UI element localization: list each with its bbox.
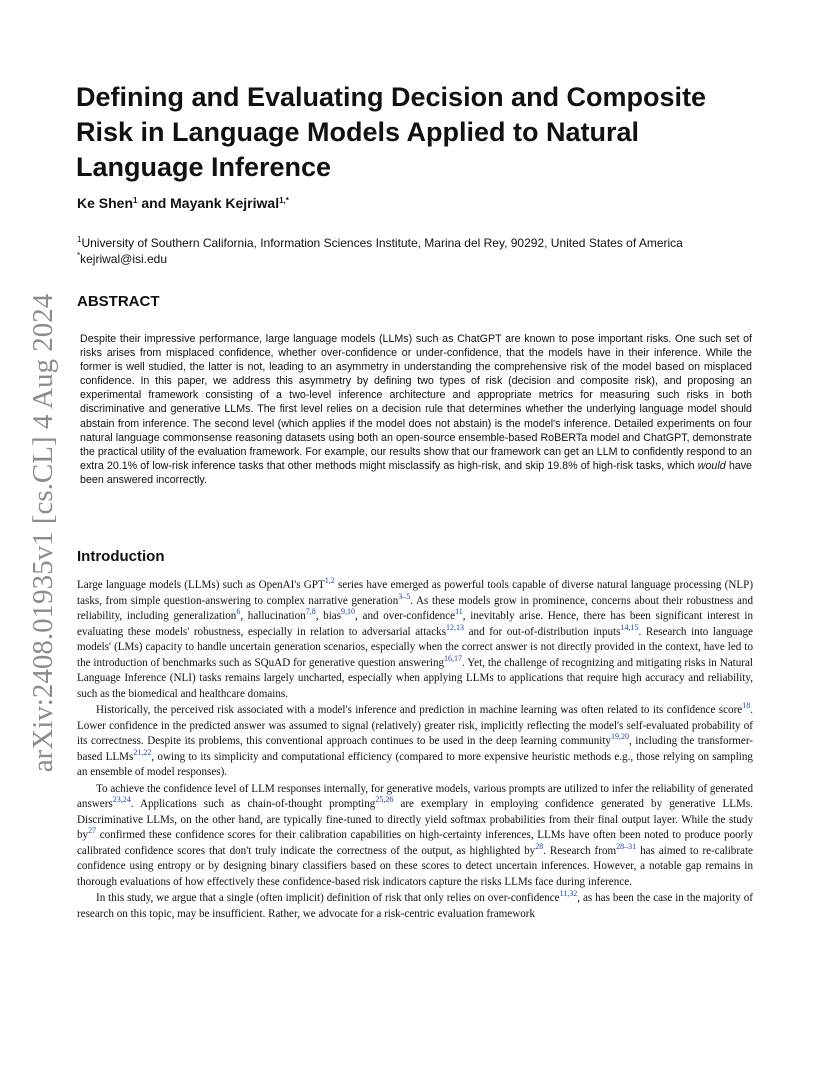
citation-link[interactable]: 14,15 — [620, 622, 639, 632]
citation-link[interactable]: 28–31 — [616, 841, 637, 851]
paragraph-text: , including the transformer-based LLMs — [77, 735, 753, 763]
paragraph-text: are exemplary in employing confidence generated by generative LLMs. Discriminative LLMs, on the other hand, are typically fine-tuned to directly yield softmax probabilities from their final output layer. While the study by — [77, 798, 753, 841]
paragraph-text: , inevitably arise. Hence, there has been significant interest in evaluating these models' robustness, especially in relation to adversarial attacks — [77, 610, 753, 638]
email-line — [77, 251, 777, 267]
author-list — [77, 195, 289, 211]
paragraph-text: , hallucination — [240, 610, 306, 622]
citation-link[interactable]: 1,2 — [324, 576, 335, 585]
paragraph-text: Historically, the perceived risk associated with a model's inference and prediction in machine learning was often related to its confidence score — [96, 704, 743, 716]
citation-link[interactable]: 11 — [455, 607, 463, 616]
paragraph-text: , as has been the case in the majority of research on this topic, may be insufficient. Rather, we advocate for a risk-centric evaluation framework — [77, 892, 753, 920]
citation-link[interactable]: 16,17 — [444, 653, 463, 663]
section-heading-introduction: Introduction — [77, 548, 165, 565]
citation-link[interactable]: 3–5 — [398, 591, 411, 601]
arxiv-identifier[interactable]: arXiv:2408.01935v1 [cs.CL] 4 Aug 2024 — [27, 293, 59, 773]
citation-link[interactable]: 6 — [236, 607, 241, 616]
intro-paragraph — [77, 891, 753, 922]
author-separator: and — [137, 195, 171, 211]
paragraph-text: . Research into language models' (LMs) capacity to handle uncertain generation scenarios, especially when the correct answer is not directly provided in the context, have led to the introduction of benchmarks such as SQuAD for generative question answering — [77, 625, 753, 669]
intro-paragraph — [77, 578, 753, 702]
introduction-body — [77, 578, 753, 922]
author-name: Mayank Kejriwal — [170, 195, 280, 211]
citation-link[interactable]: 27 — [88, 826, 97, 835]
affiliation-marker: 1 — [133, 196, 138, 205]
paragraph-text: . Lower confidence in the predicted answer was assumed to signal (relatively) greater risk, implicitly reflecting the model's self-evaluated probability of its correctness. Despite its problems, this conventional approach continues to be used in the deep learning community — [77, 704, 753, 747]
citation-link[interactable]: 18 — [742, 701, 751, 710]
paragraph-text: has aimed to re-calibrate confidence using entropy or by designing binary classifiers based on these scores to detect uncertain inferences. However, a notable gap remains in thorough evaluations of how effectively these confidence-based risk indicators capture the risks LLMs face during inference. — [77, 844, 753, 888]
paragraph-text: confirmed these confidence scores for their calibration capabilities on high-certainty inferences, LLMs have often been noted to produce poorly calibrated confidence scores that don't truly indicate the correctness of the output, as highlighted by — [77, 829, 753, 857]
paragraph-text: series have emerged as powerful tools capable of diverse natural language processing (NLP) tasks, from simple question-answering to complex narrative generation — [77, 579, 754, 607]
citation-link[interactable]: 28 — [535, 841, 544, 851]
citation-link[interactable]: 12,13 — [446, 622, 465, 632]
paragraph-text: , owing to its simplicity and computational efficiency (compared to more expensive heuristic methods e.g., those relying on sampling an ensemble of model responses). — [77, 750, 753, 778]
author-name: Ke Shen — [77, 195, 134, 211]
paragraph-text: . Applications such as chain-of-thought prompting — [130, 798, 376, 810]
email-address[interactable]: kejriwal@isi.edu — [80, 252, 168, 266]
abstract-heading: ABSTRACT — [77, 293, 160, 310]
citation-link[interactable]: 11,32 — [559, 889, 578, 898]
intro-paragraph — [77, 703, 753, 781]
abstract-emphasis: would — [697, 459, 726, 472]
paragraph-text: . As these models grow in prominence, concerns about their robustness and reliability, including generalization — [77, 594, 753, 622]
affiliation-text: University of Southern California, Information Sciences Institute, Marina del Rey, 90292, United States of America — [81, 236, 683, 250]
paragraph-text: and for out-of-distribution inputs — [464, 625, 621, 638]
paragraph-text: . Yet, the challenge of recognizing and mitigating risks in Natural Language Inference (NLI) tasks remains largely uncharted, especially when applying LLMs to applications that require high accuracy and reliability, such as the biomedical and healthcare domains. — [77, 656, 753, 700]
paragraph-text: . Research from — [543, 844, 617, 857]
citation-link[interactable]: 9,10 — [341, 607, 356, 616]
affiliation-marker: 1,* — [279, 196, 289, 205]
citation-link[interactable]: 21,22 — [133, 747, 152, 757]
citation-link[interactable]: 23,24 — [112, 795, 131, 804]
corresponding-marker: * — [77, 251, 81, 260]
affiliation-marker: 1 — [77, 235, 82, 244]
paragraph-text: Large language models (LLMs) such as OpenAI's GPT — [77, 579, 325, 591]
intro-paragraph — [77, 782, 753, 891]
paragraph-text: , and over-confidence — [355, 610, 456, 622]
affiliation-block — [77, 235, 777, 267]
citation-link[interactable]: 19,20 — [610, 732, 629, 741]
abstract-body — [80, 332, 752, 487]
abstract-text: have been answered incorrectly. — [80, 459, 752, 486]
paragraph-text: , bias — [315, 610, 342, 622]
citation-link[interactable]: 25,26 — [375, 795, 394, 804]
paper-title: Defining and Evaluating Decision and Composite Risk in Language Models Applied to Natural Language Inference — [76, 82, 707, 182]
citation-link[interactable]: 7,8 — [305, 607, 316, 616]
affiliation-line — [77, 235, 777, 251]
paragraph-text: To achieve the confidence level of LLM responses internally, for generative models, various prompts are utilized to infer the reliability of generated answers — [77, 782, 753, 810]
paragraph-text: In this study, we argue that a single (often implicit) definition of risk that only relies on over-confidence — [96, 892, 560, 904]
abstract-text: Despite their impressive performance, large language models (LLMs) such as ChatGPT are known to pose important risks. One such set of risks arises from misplaced confidence, whether over-confidence or under-confidence, that the models have in their inference. While the former is well studied, the latter is not, leading to an asymmetry in understanding the comprehensive risk of the model based on misplaced confidence. In this paper, we address this asymmetry by defining two types of risk (decision and composite risk), and proposing an experimental framework consisting of a two-level inference architecture and appropriate metrics for measuring such risks in both discriminative and generative LLMs. The first level relies on a decision rule that determines whether the underlying language model should abstain from inference. The second level (which applies if the model does not abstain) is the model's inference. Detailed experiments on four natural language commonsense reasoning datasets using both an open-source ensemble-based RoBERTa model and ChatGPT, demonstrate the practical utility of the evaluation framework. For example, our results show that our framework can get an LLM to confidently respond to an extra 20.1% of low-risk inference tasks that other methods might misclassify as high-risk, and skip 19.8% of high-risk tasks, which — [80, 333, 752, 472]
